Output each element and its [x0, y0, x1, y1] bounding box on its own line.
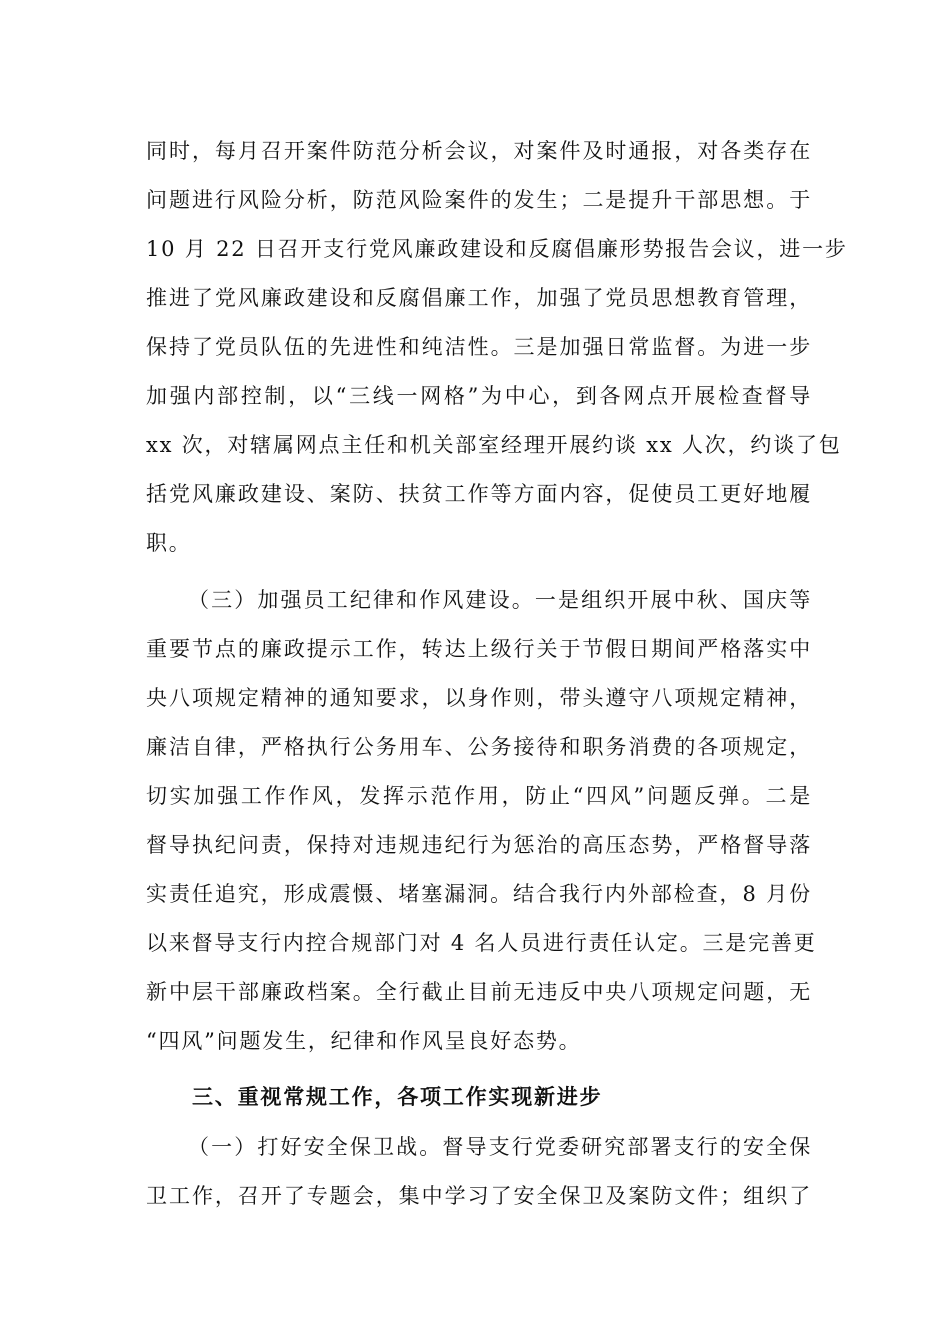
paragraph-line-indented: （三）加强员工纪律和作风建设。一是组织开展中秋、国庆等 — [188, 588, 812, 612]
paragraph-line: 保持了党员队伍的先进性和纯洁性。三是加强日常监督。为进一步 — [146, 335, 812, 359]
section-heading: 三、重视常规工作，各项工作实现新进步 — [192, 1085, 603, 1109]
paragraph-line: 职。 — [146, 531, 192, 555]
paragraph-line-indented: （一）打好安全保卫战。督导支行党委研究部署支行的安全保 — [188, 1135, 812, 1159]
paragraph-line: 切实加强工作作风，发挥示范作用，防止“四风”问题反弹。二是 — [146, 784, 812, 808]
paragraph-line: 同时，每月召开案件防范分析会议，对案件及时通报，对各类存在 — [146, 139, 812, 163]
paragraph-line: “四风”问题发生，纪律和作风呈良好态势。 — [146, 1029, 582, 1053]
paragraph-line: 实责任追究，形成震慑、堵塞漏洞。结合我行内外部检查，8 月份 — [146, 882, 812, 906]
paragraph-line: 新中层干部廉政档案。全行截止目前无违反中央八项规定问题，无 — [146, 980, 812, 1004]
paragraph-line: 问题进行风险分析，防范风险案件的发生；二是提升干部思想。于 — [146, 188, 812, 212]
paragraph-line: 督导执纪问责，保持对违规违纪行为惩治的高压态势，严格督导落 — [146, 833, 812, 857]
paragraph-line: 括党风廉政建设、案防、扶贫工作等方面内容，促使员工更好地履 — [146, 482, 812, 506]
paragraph-line: 重要节点的廉政提示工作，转达上级行关于节假日期间严格落实中 — [146, 637, 812, 661]
paragraph-line: 10 月 22 日召开支行党风廉政建设和反腐倡廉形势报告会议，进一步 — [146, 237, 848, 261]
paragraph-line: 推进了党风廉政建设和反腐倡廉工作，加强了党员思想教育管理， — [146, 286, 812, 310]
paragraph-line: 以来督导支行内控合规部门对 4 名人员进行责任认定。三是完善更 — [146, 931, 817, 955]
paragraph-line: 廉洁自律，严格执行公务用车、公务接待和职务消费的各项规定， — [146, 735, 812, 759]
paragraph-line: 加强内部控制，以“三线一网格”为中心，到各网点开展检查督导 — [146, 384, 812, 408]
paragraph-line: xx 次，对辖属网点主任和机关部室经理开展约谈 xx 人次，约谈了包 — [146, 433, 842, 457]
paragraph-line: 央八项规定精神的通知要求，以身作则，带头遵守八项规定精神， — [146, 686, 812, 710]
paragraph-line: 卫工作，召开了专题会，集中学习了安全保卫及案防文件；组织了 — [146, 1184, 812, 1208]
